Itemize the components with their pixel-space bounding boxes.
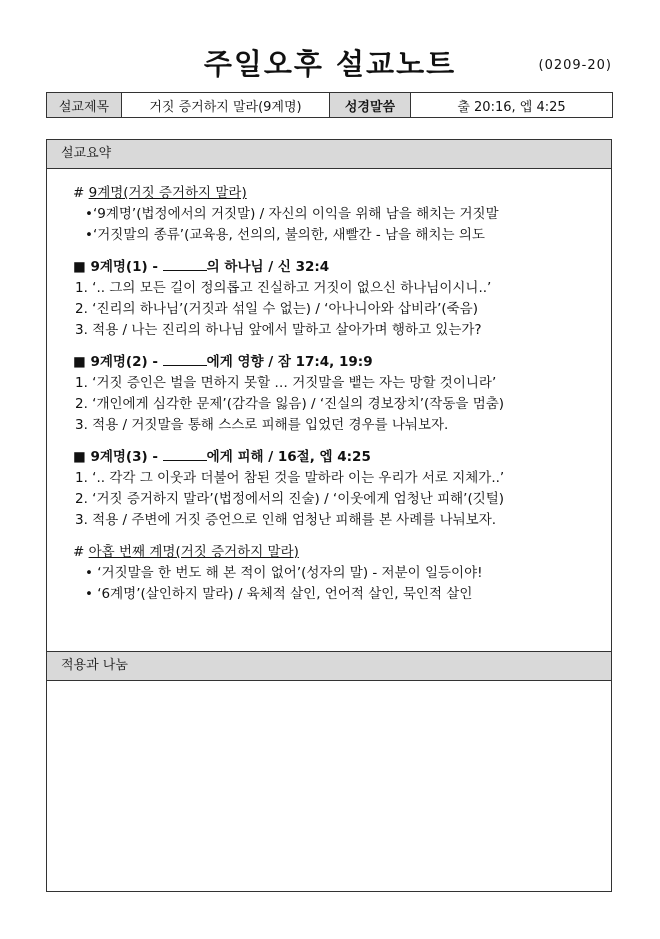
point-1-heading-pre: ■ 9계명(1) - <box>73 259 163 275</box>
list-item: 3. 적용 / 나는 진리의 하나님 앞에서 말하고 살아가며 행하고 있는가? <box>75 322 482 338</box>
summary-section <box>46 139 612 652</box>
point-2-heading-post: 에게 영향 / 잠 17:4, 19:9 <box>206 354 373 370</box>
document-code: (0209-20) <box>538 58 612 73</box>
list-item: 3. 적용 / 거짓말을 통해 스스로 피해를 입었던 경우를 나눠보자. <box>75 417 449 433</box>
fill-in-blank <box>163 448 207 461</box>
outro-bullet: • ‘6계명’(살인하지 말라) / 육체적 살인, 언어적 살인, 묵인적 살인 <box>85 586 473 602</box>
scripture-label: 성경말씀 <box>330 93 411 118</box>
point-3-heading <box>63 447 611 468</box>
list-item: 2. ‘진리의 하나님’(거짓과 섞일 수 없는) / ‘아나니아와 삽비라’(죽음) <box>75 301 478 317</box>
intro-marker: # <box>73 185 85 201</box>
summary-content <box>47 169 611 605</box>
sermon-title-value: 거짓 증거하지 말라(9계명) <box>122 93 330 118</box>
page-title: 주일오후 설교노트 <box>203 47 457 81</box>
list-item: 2. ‘거짓 증거하지 말라’(법정에서의 진술) / ‘이웃에게 엄청난 피해’(깃털) <box>75 491 505 507</box>
apply-section <box>46 652 612 892</box>
summary-heading: 설교요약 <box>47 140 611 169</box>
point-3-heading-post: 에게 피해 / 16절, 엡 4:25 <box>206 449 371 465</box>
list-item: 2. ‘개인에게 심각한 문제’(감각을 잃음) / ‘진실의 경보장치’(작동을 멈춤) <box>75 396 505 412</box>
list-item: 1. ‘.. 각각 그 이웃과 더불어 참된 것을 말하라 이는 우리가 서로 지체가..’ <box>75 470 505 486</box>
apply-notes-area[interactable] <box>47 681 611 891</box>
intro-heading <box>63 183 611 204</box>
list-item: 1. ‘.. 그의 모든 길이 정의롭고 진실하고 거짓이 없으신 하나님이시니..’ <box>75 280 492 296</box>
sermon-info-table <box>46 92 613 118</box>
fill-in-blank <box>163 353 207 366</box>
point-2-heading-pre: ■ 9계명(2) - <box>73 354 163 370</box>
outro-marker: # <box>73 544 85 560</box>
point-1-heading <box>63 257 611 278</box>
scripture-value: 출 20:16, 엡 4:25 <box>411 93 613 118</box>
point-1-heading-post: 의 하나님 / 신 32:4 <box>206 259 330 275</box>
outro-title: 아홉 번째 계명(거짓 증거하지 말라) <box>88 544 299 560</box>
outro-heading <box>63 542 611 563</box>
list-item: 1. ‘거짓 증인은 벌을 면하지 못할 … 거짓말을 뱉는 자는 망할 것이니라’ <box>75 375 497 391</box>
apply-heading: 적용과 나눔 <box>47 652 611 681</box>
outro-bullet: • ‘거짓말을 한 번도 해 본 적이 없어’(성자의 말) - 저분이 일등이야! <box>85 565 483 581</box>
intro-title: 9계명(거짓 증거하지 말라) <box>88 185 247 201</box>
point-2-heading <box>63 352 611 373</box>
point-3-heading-pre: ■ 9계명(3) - <box>73 449 163 465</box>
fill-in-blank <box>163 258 207 271</box>
list-item: 3. 적용 / 주변에 거짓 증언으로 인해 엄청난 피해를 본 사례를 나눠보자. <box>75 512 497 528</box>
intro-bullet: •‘거짓말의 종류’(교육용, 선의의, 불의한, 새빨간 - 남을 해치는 의도 <box>85 227 485 243</box>
intro-bullet: •‘9계명’(법정에서의 거짓말) / 자신의 이익을 위해 남을 해치는 거짓말 <box>85 206 499 222</box>
sermon-title-label: 설교제목 <box>47 93 122 118</box>
